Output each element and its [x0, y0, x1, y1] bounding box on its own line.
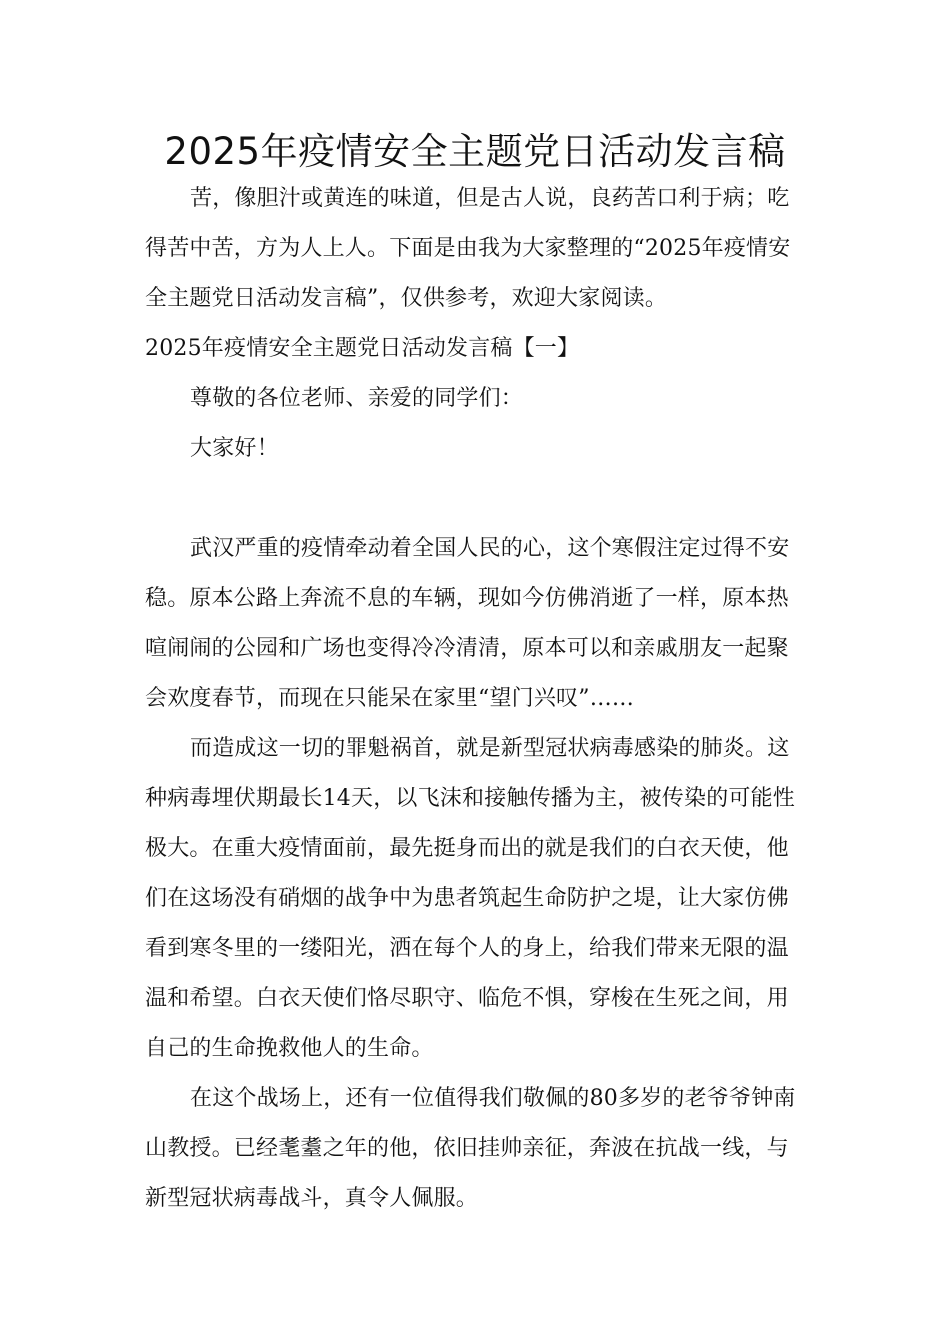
- salutation-line: 尊敬的各位老师、亲爱的同学们：: [190, 386, 524, 411]
- greeting-line: 大家好！: [190, 436, 279, 461]
- paragraph-line: 会欢度春节，而现在只能呆在家里“望门兴叹”……: [145, 686, 635, 711]
- paragraph-line: 温和希望。白衣天使们恪尽职守、临危不惧，穿梭在生死之间，用: [145, 986, 789, 1011]
- paragraph-line: 山教授。已经耄耋之年的他，依旧挂帅亲征，奔波在抗战一线，与: [145, 1136, 789, 1161]
- paragraph-line: 新型冠状病毒战斗，真令人佩服。: [145, 1186, 479, 1211]
- paragraph-line: 得苦中苦，方为人上人。下面是由我为大家整理的“2025年疫情安: [145, 236, 791, 261]
- paragraph-line: 们在这场没有硝烟的战争中为患者筑起生命防护之堤，让大家仿佛: [145, 886, 789, 911]
- paragraph-line: 而造成这一切的罪魁祸首，就是新型冠状病毒感染的肺炎。这: [190, 736, 790, 761]
- document-title: 2025年疫情安全主题党日活动发言稿: [164, 130, 786, 173]
- paragraph-line: 自己的生命挽救他人的生命。: [145, 1036, 434, 1061]
- paragraph-line: 稳。原本公路上奔流不息的车辆，现如今仿佛消逝了一样，原本热: [145, 586, 789, 611]
- paragraph-line: 在这个战场上，还有一位值得我们敬佩的80多岁的老爷爷钟南: [190, 1086, 796, 1111]
- paragraph-line: 看到寒冬里的一缕阳光，洒在每个人的身上，给我们带来无限的温: [145, 936, 789, 961]
- section-heading: 2025年疫情安全主题党日活动发言稿【一】: [145, 336, 580, 361]
- paragraph-line: 种病毒埋伏期最长14天，以飞沫和接触传播为主，被传染的可能性: [145, 786, 795, 811]
- paragraph-line: 苦，像胆汁或黄连的味道，但是古人说，良药苦口利于病；吃: [190, 186, 790, 211]
- paragraph-line: 全主题党日活动发言稿”，仅供参考，欢迎大家阅读。: [145, 286, 668, 311]
- paragraph-line: 武汉严重的疫情牵动着全国人民的心，这个寒假注定过得不安: [190, 536, 790, 561]
- paragraph-line: 极大。在重大疫情面前，最先挺身而出的就是我们的白衣天使，他: [145, 836, 789, 861]
- paragraph-line: 喧闹闹的公园和广场也变得冷冷清清，原本可以和亲戚朋友一起聚: [145, 636, 789, 661]
